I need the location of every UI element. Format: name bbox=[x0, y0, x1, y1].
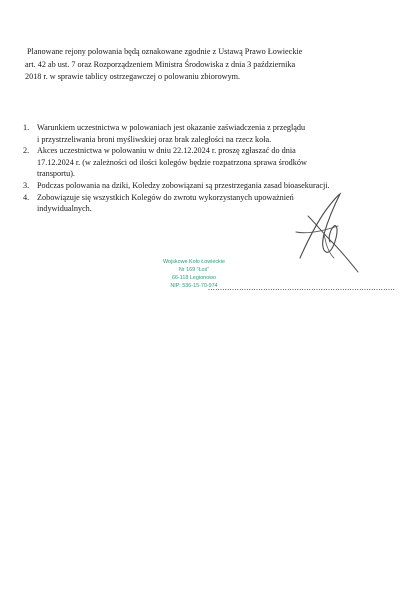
item-text: Podczas polowania na dziki, Koledzy zobowiązani są przestrzegania zasad bioasekuracji. bbox=[37, 180, 330, 190]
handwritten-signature bbox=[238, 172, 368, 292]
item-number: 4. bbox=[23, 192, 30, 202]
item-text: Zobowiązuje się wszystkich Kolegów do zwrotu wykorzystanych upoważnień bbox=[37, 192, 294, 202]
item-number: 3. bbox=[23, 180, 30, 190]
item-text: 17.12.2024 r. (w zależności od ilości kolegów będzie rozpatrzona sprawa środków bbox=[37, 157, 307, 167]
stamp-line: 66-118 Legionowo bbox=[172, 275, 216, 282]
item-text: transportu). bbox=[37, 169, 75, 179]
stamp-line: NIP: 536-15-70-974 bbox=[170, 283, 218, 290]
item-text: i przystrzeliwania broni myśliwskiej oraz brak zaległości na rzecz koła. bbox=[37, 134, 272, 144]
intro-line: Planowane rejony polowania będą oznakowane zgodnie z Ustawą Prawo Łowieckie bbox=[27, 47, 303, 56]
item-number: 1. bbox=[23, 123, 30, 132]
item-text: Akces uczestnictwa w polowaniu w dniu 22.12.2024 r. proszę zgłaszać do dnia bbox=[37, 146, 296, 156]
item-number: 2. bbox=[23, 146, 30, 156]
item-text: indywidualnych. bbox=[37, 204, 92, 214]
rules-list-item bbox=[23, 122, 403, 145]
intro-line: 2018 r. w sprawie tablicy ostrzegawczej o polowaniu zbiorowym. bbox=[25, 72, 241, 82]
stamp-line: Wojskowe Koło Łowieckie bbox=[163, 259, 225, 265]
signature-dotted-line: .............................................................................. bbox=[208, 283, 396, 292]
intro-paragraph bbox=[25, 46, 395, 84]
item-text: Warunkiem uczestnictwa w polowaniach jest okazanie zaświadczenia z przeglądu bbox=[37, 123, 306, 132]
stamp-line: Nr 169 "Łoś" bbox=[178, 267, 210, 274]
intro-line: art. 42 ab ust. 7 oraz Rozporządzeniem Ministra Środowiska z dnia 3 października bbox=[25, 59, 296, 69]
